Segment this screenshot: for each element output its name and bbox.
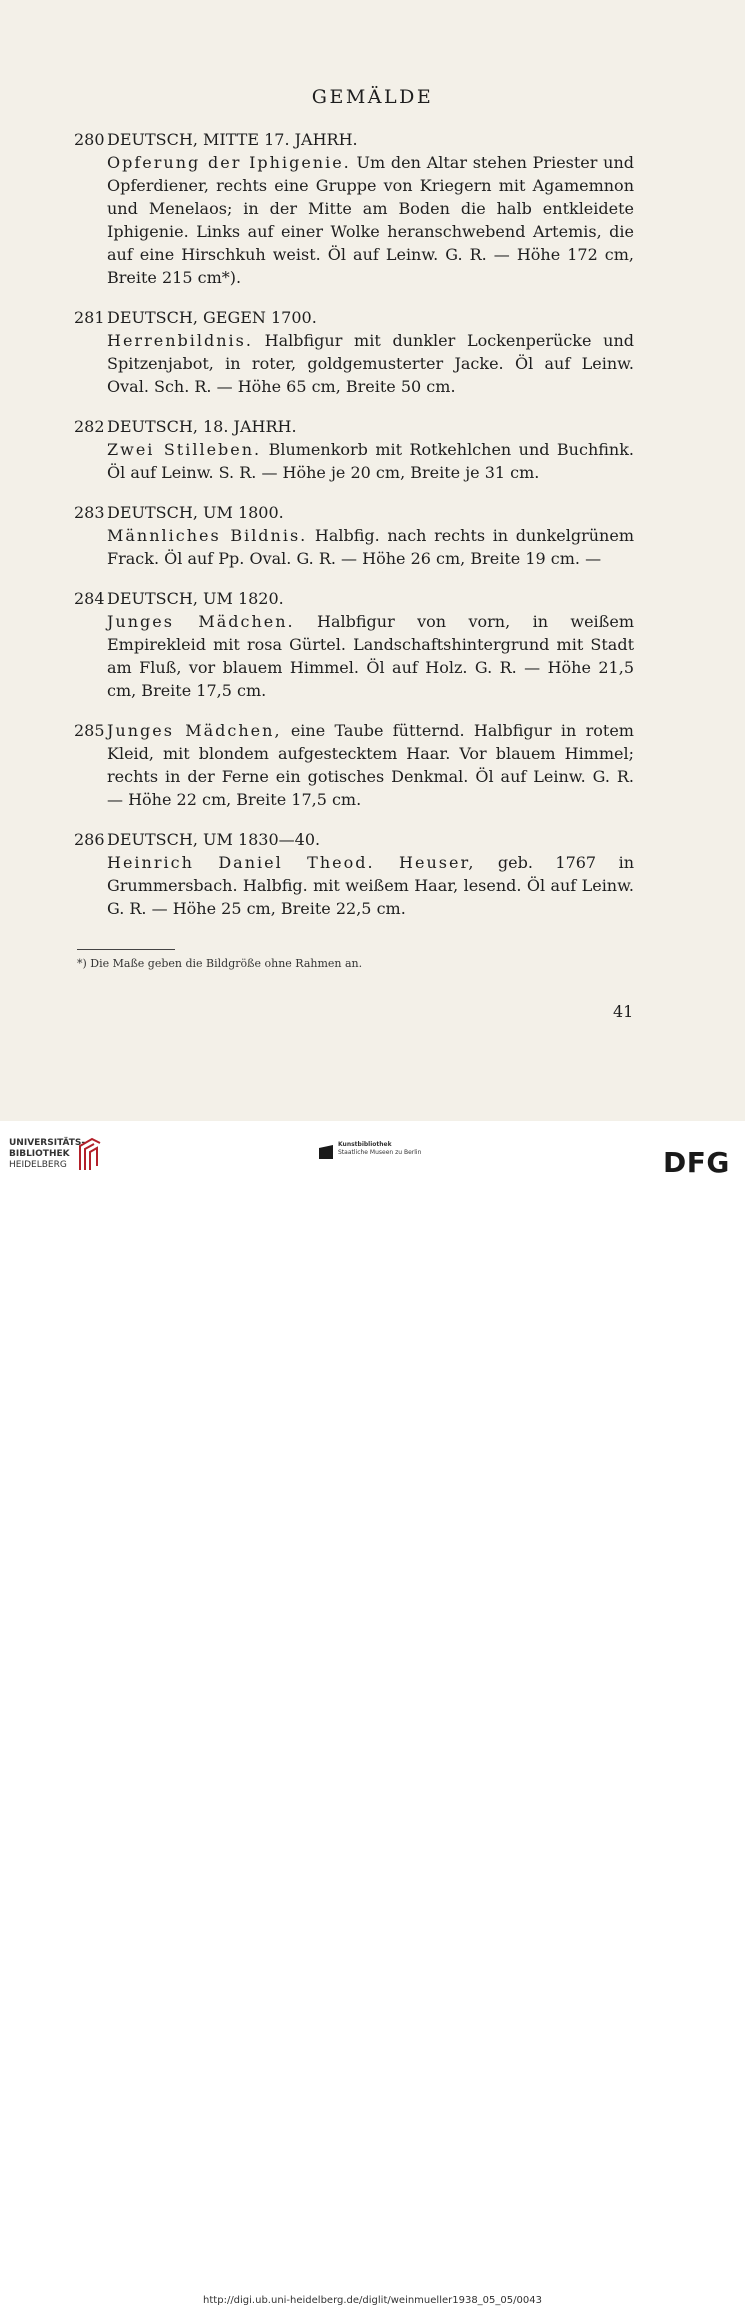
entry-artist: DEUTSCH, MITTE 17. JAHRH. [107, 130, 358, 149]
catalog-entry [74, 587, 634, 702]
entry-body [107, 415, 634, 484]
catalog-entry [74, 501, 634, 570]
scanned-page [0, 0, 745, 1121]
entry-number: 281 [74, 308, 105, 327]
entry-number: 280 [74, 130, 105, 149]
entry-title: Junges Mädchen. [107, 612, 295, 631]
page-number: 41 [613, 1002, 634, 1021]
entry-body [107, 501, 634, 570]
catalog-entry [74, 306, 634, 398]
catalog-entries [74, 128, 634, 937]
entry-text: Um den Altar stehen Priester und Opferdiener, rechts eine Gruppe von Kriegern mit Agamemnon und Menelaos; in der Mitte am Boden die halb entkleidete Iphigenie. Links auf einer Wolke heranschwebend Artemis, die auf eine Hirschkuh weist. Öl auf Leinw. G. R. — Höhe 172 cm, Breite 215 cm*). [107, 153, 635, 287]
entry-text: geb. 1767 in Grummersbach. Halbfig. mit weißem Haar, lesend. Öl auf Leinw. G. R. — Höhe 25 cm, Breite 22,5 cm. [107, 853, 634, 918]
entry-number: 282 [74, 417, 105, 436]
digitization-footer [0, 1121, 745, 2306]
entry-number: 284 [74, 589, 105, 608]
entry-text: Blumenkorb mit Rotkehlchen und Buchfink. Öl auf Leinw. S. R. — Höhe je 20 cm, Breite je 31 cm. [107, 440, 635, 482]
catalog-entry [74, 128, 634, 289]
ub-line: UNIVERSITÄTS- [9, 1138, 86, 1148]
ub-line: HEIDELBERG [9, 1160, 67, 1170]
kb-line: Kunstbibliothek [338, 1141, 392, 1148]
catalog-entry [74, 828, 634, 920]
entry-artist: DEUTSCH, GEGEN 1700. [107, 308, 317, 327]
entry-title: Zwei Stilleben. [107, 440, 262, 459]
entry-number: 283 [74, 503, 105, 522]
entry-text: eine Taube fütternd. Halbfigur in rotem Kleid, mit blondem aufgestecktem Haar. Vor blauem Himmel; rechts in der Ferne ein gotisches Denkmal. Öl auf Leinw. G. R. — Höhe 22 cm, Breite 17,5 cm. [107, 721, 634, 809]
entry-title: Heinrich Daniel Theod. Heuser, [107, 853, 476, 872]
catalog-entry [74, 415, 634, 484]
ub-line: BIBLIOTHEK [9, 1149, 70, 1159]
entry-body [107, 828, 634, 920]
entry-body [107, 719, 634, 811]
entry-artist: DEUTSCH, UM 1820. [107, 589, 284, 608]
entry-text: Halbfig. nach rechts in dunkelgrünem Frack. Öl auf Pp. Oval. G. R. — Höhe 26 cm, Breite 19 cm. — [107, 526, 634, 568]
entry-body [107, 306, 634, 398]
entry-text: Halbfigur von vorn, in weißem Empirekleid mit rosa Gürtel. Landschaftshintergrund mit Stadt am Fluß, vor blauem Himmel. Öl auf Holz. G. R. — Höhe 21,5 cm, Breite 17,5 cm. [107, 612, 634, 700]
entry-title: Männliches Bildnis. [107, 526, 308, 545]
kunstbibliothek-wordmark[interactable] [338, 1141, 421, 1157]
kunstbibliothek-logo-icon[interactable] [318, 1144, 334, 1160]
entry-title: Herrenbildnis. [107, 331, 253, 350]
entry-artist: DEUTSCH, UM 1830—40. [107, 830, 321, 849]
ub-heidelberg-wordmark[interactable] [9, 1138, 85, 1171]
footnote-divider [77, 949, 175, 950]
entry-artist: DEUTSCH, 18. JAHRH. [107, 417, 297, 436]
entry-number: 285 [74, 721, 105, 740]
entry-title: Opferung der Iphigenie. [107, 153, 351, 172]
source-url[interactable]: http://digi.ub.uni-heidelberg.de/diglit/weinmueller1938_05_05/0043 [203, 2295, 542, 2306]
entry-body [107, 128, 634, 289]
ub-heidelberg-logo-icon[interactable] [76, 1136, 104, 1172]
page-heading: GEMÄLDE [311, 86, 434, 108]
entry-title: Junges Mädchen, [107, 721, 282, 740]
dfg-logo[interactable]: DFG [663, 1146, 730, 1179]
footnote: *) Die Maße geben die Bildgröße ohne Rahmen an. [77, 957, 363, 970]
entry-text: Halbfigur mit dunkler Lockenperücke und Spitzenjabot, in roter, goldgemusterter Jacke. Öl auf Leinw. Oval. Sch. R. — Höhe 65 cm, Breite 50 cm. [107, 331, 634, 396]
entry-body [107, 587, 634, 702]
entry-number: 286 [74, 830, 105, 849]
kb-line: Staatliche Museen zu Berlin [338, 1149, 422, 1156]
entry-artist: DEUTSCH, UM 1800. [107, 503, 284, 522]
catalog-entry [74, 719, 634, 811]
